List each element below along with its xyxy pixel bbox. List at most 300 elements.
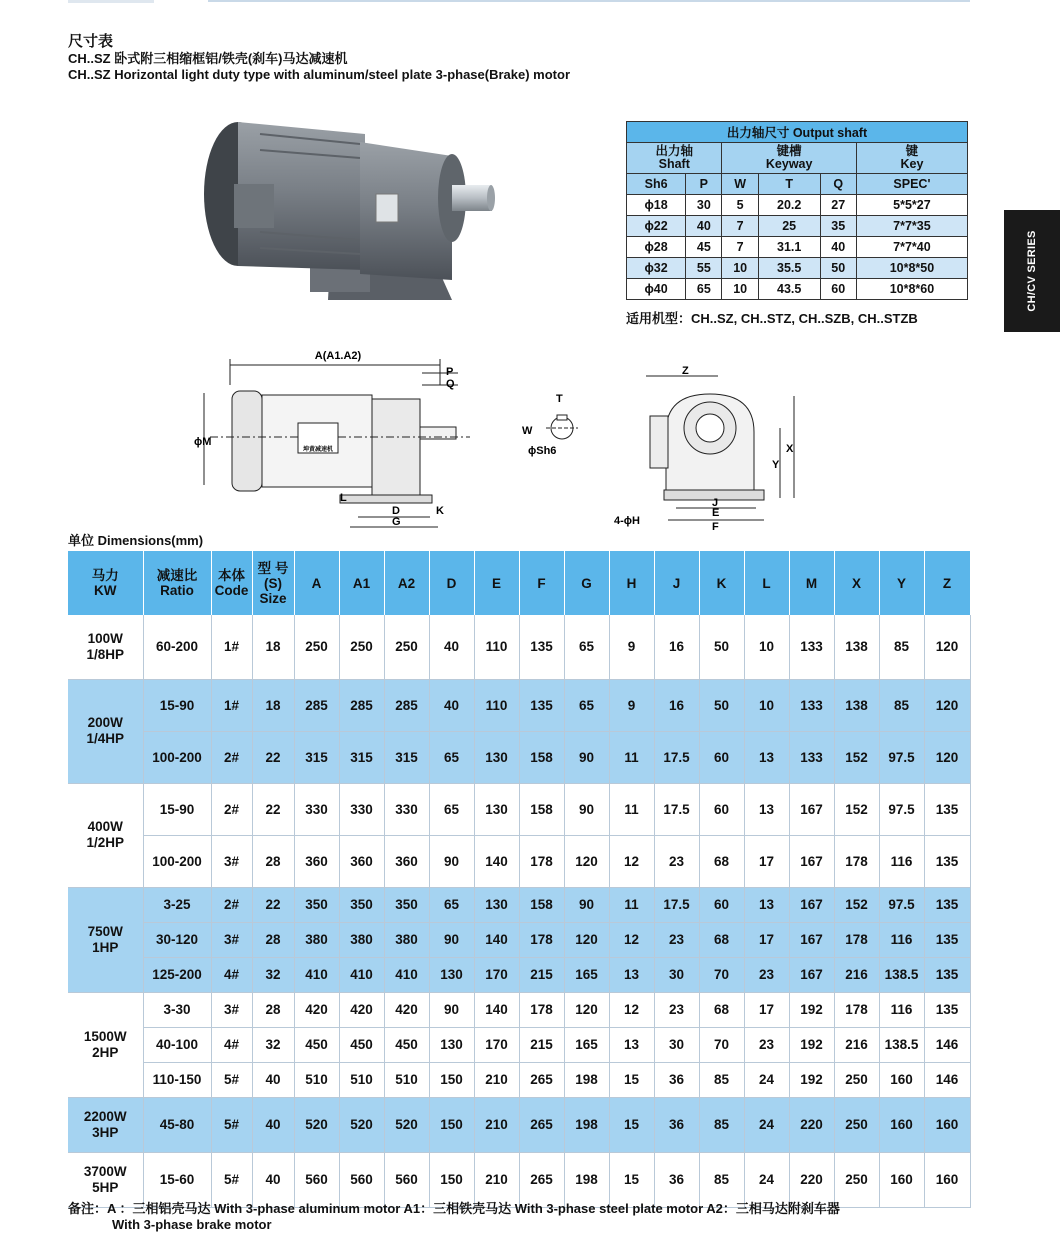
table-row xyxy=(68,957,970,992)
table-cell: 15-60 xyxy=(143,1152,211,1207)
logo-text: 坤黄减速机 xyxy=(302,447,334,453)
table-cell: 130 xyxy=(474,783,519,835)
shaft-row xyxy=(627,279,968,300)
table-cell: 16 xyxy=(654,679,699,731)
table-cell: 85 xyxy=(699,1097,744,1152)
table-cell: 9 xyxy=(609,679,654,731)
label-g: G xyxy=(392,516,401,528)
header-y: Y xyxy=(879,551,924,615)
table-cell: 68 xyxy=(699,992,744,1027)
table-cell: 135 xyxy=(519,679,564,731)
shaft-cell: 10 xyxy=(722,279,758,300)
table-cell: 510 xyxy=(384,1062,429,1097)
table-cell: 28 xyxy=(252,922,294,957)
table-cell: 450 xyxy=(384,1027,429,1062)
table-cell: 100-200 xyxy=(143,835,211,887)
table-row xyxy=(68,679,970,731)
label-a: A(A1.A2) xyxy=(314,350,362,362)
label-t: T xyxy=(556,393,563,405)
shaft-cell: 40 xyxy=(820,237,856,258)
table-cell: 178 xyxy=(519,992,564,1027)
table-cell: 23 xyxy=(654,835,699,887)
table-cell: 28 xyxy=(252,835,294,887)
table-cell: 158 xyxy=(519,887,564,922)
table-cell: 265 xyxy=(519,1097,564,1152)
table-cell: 150 xyxy=(429,1062,474,1097)
output-shaft-table xyxy=(626,121,968,300)
table-cell: 150 xyxy=(429,1152,474,1207)
table-cell: 160 xyxy=(879,1097,924,1152)
power-cell: 400W 1/2HP xyxy=(68,783,143,887)
table-cell: 85 xyxy=(699,1152,744,1207)
table-row xyxy=(68,835,970,887)
table-cell: 210 xyxy=(474,1062,519,1097)
footnote-line-2: With 3-phase brake motor xyxy=(112,1217,272,1232)
table-cell: 198 xyxy=(564,1097,609,1152)
table-cell: 85 xyxy=(879,679,924,731)
table-cell: 350 xyxy=(339,887,384,922)
table-cell: 410 xyxy=(339,957,384,992)
header-ratio: 减速比 Ratio xyxy=(143,551,211,615)
table-cell: 3-30 xyxy=(143,992,211,1027)
shaft-cell: 60 xyxy=(820,279,856,300)
table-cell: 23 xyxy=(744,957,789,992)
table-cell: 146 xyxy=(924,1027,970,1062)
table-cell: 140 xyxy=(474,835,519,887)
table-cell: 210 xyxy=(474,1152,519,1207)
shaft-cell: 35.5 xyxy=(758,258,820,279)
table-cell: 18 xyxy=(252,679,294,731)
header-a: A xyxy=(294,551,339,615)
label-x: X xyxy=(786,443,794,455)
table-row xyxy=(68,615,970,679)
table-cell: 170 xyxy=(474,957,519,992)
table-cell: 5# xyxy=(211,1097,252,1152)
col-spec: SPEC' xyxy=(856,174,967,195)
table-cell: 12 xyxy=(609,992,654,1027)
power-cell: 100W 1/8HP xyxy=(68,615,143,679)
table-row xyxy=(68,731,970,783)
table-cell: 40 xyxy=(252,1152,294,1207)
label-w: W xyxy=(522,425,533,437)
shaft-cell: 31.1 xyxy=(758,237,820,258)
table-cell: 90 xyxy=(564,731,609,783)
table-cell: 15-90 xyxy=(143,679,211,731)
table-cell: 192 xyxy=(789,992,834,1027)
table-cell: 125-200 xyxy=(143,957,211,992)
label-q: Q xyxy=(446,378,455,390)
shaft-row xyxy=(627,237,968,258)
table-cell: 178 xyxy=(834,835,879,887)
table-cell: 360 xyxy=(339,835,384,887)
shaft-cell: 5*5*27 xyxy=(856,195,967,216)
table-cell: 178 xyxy=(519,922,564,957)
table-cell: 28 xyxy=(252,992,294,1027)
table-cell: 220 xyxy=(789,1152,834,1207)
table-cell: 215 xyxy=(519,1027,564,1062)
unit-label: 单位 Dimensions(mm) xyxy=(68,533,204,548)
header-code: 本体 Code xyxy=(211,551,252,615)
shaft-cell: 20.2 xyxy=(758,195,820,216)
table-cell: 178 xyxy=(834,992,879,1027)
table-cell: 100-200 xyxy=(143,731,211,783)
label-h: 4-ϕH xyxy=(614,515,640,527)
table-cell: 13 xyxy=(609,957,654,992)
power-cell: 750W 1HP xyxy=(68,887,143,992)
table-cell: 90 xyxy=(429,992,474,1027)
label-p: P xyxy=(446,366,454,378)
table-row xyxy=(68,887,970,922)
shaft-cell: 50 xyxy=(820,258,856,279)
table-cell: 40 xyxy=(429,679,474,731)
shaft-cell: 35 xyxy=(820,216,856,237)
table-cell: 15-90 xyxy=(143,783,211,835)
group-keyway: 键槽 Keyway xyxy=(722,143,856,174)
table-cell: 65 xyxy=(429,887,474,922)
table-cell: 120 xyxy=(924,731,970,783)
table-cell: 30 xyxy=(654,957,699,992)
power-cell: 200W 1/4HP xyxy=(68,679,143,783)
shaft-cell: 65 xyxy=(686,279,722,300)
table-cell: 330 xyxy=(339,783,384,835)
shaft-cell: ϕ22 xyxy=(627,216,686,237)
table-cell: 158 xyxy=(519,731,564,783)
header-g: G xyxy=(564,551,609,615)
table-cell: 32 xyxy=(252,957,294,992)
table-cell: 380 xyxy=(384,922,429,957)
table-cell: 15 xyxy=(609,1097,654,1152)
table-cell: 152 xyxy=(834,783,879,835)
table-cell: 138.5 xyxy=(879,1027,924,1062)
table-row xyxy=(68,1062,970,1097)
shaft-cell: 7*7*40 xyxy=(856,237,967,258)
table-cell: 215 xyxy=(519,957,564,992)
table-cell: 410 xyxy=(384,957,429,992)
table-cell: 160 xyxy=(879,1152,924,1207)
shaft-cell: 7 xyxy=(722,237,758,258)
table-cell: 68 xyxy=(699,835,744,887)
shaft-cell: 7 xyxy=(722,216,758,237)
table-cell: 68 xyxy=(699,922,744,957)
shaft-cell: 10*8*60 xyxy=(856,279,967,300)
table-cell: 10 xyxy=(744,679,789,731)
shaft-cell: 40 xyxy=(686,216,722,237)
dimension-table xyxy=(68,551,971,1208)
table-cell: 36 xyxy=(654,1152,699,1207)
table-cell: 135 xyxy=(924,783,970,835)
table-cell: 70 xyxy=(699,1027,744,1062)
header-l: L xyxy=(744,551,789,615)
col-q: Q xyxy=(820,174,856,195)
label-z: Z xyxy=(682,365,689,377)
table-cell: 410 xyxy=(294,957,339,992)
header-z: Z xyxy=(924,551,970,615)
table-cell: 330 xyxy=(294,783,339,835)
label-k: K xyxy=(436,505,444,517)
table-cell: 85 xyxy=(879,615,924,679)
table-cell: 65 xyxy=(564,615,609,679)
table-cell: 15 xyxy=(609,1152,654,1207)
table-row xyxy=(68,1027,970,1062)
table-cell: 12 xyxy=(609,835,654,887)
shaft-row xyxy=(627,195,968,216)
table-cell: 90 xyxy=(429,835,474,887)
label-m: ϕM xyxy=(194,436,212,448)
table-cell: 5# xyxy=(211,1152,252,1207)
table-cell: 167 xyxy=(789,922,834,957)
page-title: 尺寸表 xyxy=(68,33,114,50)
table-cell: 250 xyxy=(834,1097,879,1152)
col-t: T xyxy=(758,174,820,195)
table-cell: 380 xyxy=(339,922,384,957)
table-cell: 17 xyxy=(744,922,789,957)
table-cell: 70 xyxy=(699,957,744,992)
shaft-row xyxy=(627,216,968,237)
table-cell: 178 xyxy=(834,922,879,957)
table-cell: 3# xyxy=(211,835,252,887)
table-cell: 450 xyxy=(294,1027,339,1062)
table-cell: 22 xyxy=(252,887,294,922)
header-size: 型 号 (S) Size xyxy=(252,551,294,615)
table-cell: 65 xyxy=(429,783,474,835)
table-cell: 30-120 xyxy=(143,922,211,957)
shaft-cell: 10 xyxy=(722,258,758,279)
table-cell: 13 xyxy=(744,887,789,922)
table-cell: 220 xyxy=(789,1097,834,1152)
table-cell: 23 xyxy=(654,992,699,1027)
table-cell: 560 xyxy=(339,1152,384,1207)
table-cell: 13 xyxy=(744,783,789,835)
table-cell: 140 xyxy=(474,992,519,1027)
table-cell: 167 xyxy=(789,957,834,992)
power-cell: 1500W 2HP xyxy=(68,992,143,1097)
table-cell: 138.5 xyxy=(879,957,924,992)
table-cell: 5# xyxy=(211,1062,252,1097)
table-cell: 97.5 xyxy=(879,731,924,783)
group-key: 键 Key xyxy=(856,143,967,174)
table-cell: 3# xyxy=(211,992,252,1027)
table-cell: 32 xyxy=(252,1027,294,1062)
table-cell: 116 xyxy=(879,992,924,1027)
table-cell: 50 xyxy=(699,679,744,731)
table-cell: 133 xyxy=(789,615,834,679)
table-cell: 152 xyxy=(834,731,879,783)
table-cell: 135 xyxy=(924,922,970,957)
table-cell: 160 xyxy=(924,1152,970,1207)
table-row xyxy=(68,922,970,957)
footnotes xyxy=(68,1201,840,1233)
table-cell: 1# xyxy=(211,615,252,679)
table-cell: 135 xyxy=(924,957,970,992)
table-cell: 110-150 xyxy=(143,1062,211,1097)
table-cell: 36 xyxy=(654,1097,699,1152)
table-cell: 2# xyxy=(211,731,252,783)
col-p: P xyxy=(686,174,722,195)
table-cell: 36 xyxy=(654,1062,699,1097)
label-d: D xyxy=(392,505,400,517)
table-cell: 420 xyxy=(339,992,384,1027)
table-cell: 285 xyxy=(339,679,384,731)
table-cell: 360 xyxy=(294,835,339,887)
table-cell: 170 xyxy=(474,1027,519,1062)
table-cell: 265 xyxy=(519,1062,564,1097)
shaft-cell: 43.5 xyxy=(758,279,820,300)
header-h: H xyxy=(609,551,654,615)
table-cell: 265 xyxy=(519,1152,564,1207)
shaft-cell: 5 xyxy=(722,195,758,216)
table-cell: 60 xyxy=(699,887,744,922)
table-cell: 24 xyxy=(744,1097,789,1152)
table-cell: 520 xyxy=(384,1097,429,1152)
table-cell: 216 xyxy=(834,957,879,992)
table-cell: 65 xyxy=(564,679,609,731)
table-cell: 135 xyxy=(519,615,564,679)
table-cell: 133 xyxy=(789,731,834,783)
table-cell: 13 xyxy=(744,731,789,783)
table-cell: 315 xyxy=(294,731,339,783)
table-cell: 90 xyxy=(564,887,609,922)
table-cell: 158 xyxy=(519,783,564,835)
subtitle-cn: CH..SZ 卧式附三相缩框铝/铁壳(刹车)马达减速机 xyxy=(68,51,348,66)
table-cell: 133 xyxy=(789,679,834,731)
table-row xyxy=(68,783,970,835)
top-rule xyxy=(208,0,970,2)
table-cell: 165 xyxy=(564,1027,609,1062)
table-cell: 216 xyxy=(834,1027,879,1062)
table-cell: 420 xyxy=(294,992,339,1027)
table-cell: 15 xyxy=(609,1062,654,1097)
table-cell: 24 xyxy=(744,1152,789,1207)
shaft-cell: 27 xyxy=(820,195,856,216)
table-cell: 192 xyxy=(789,1027,834,1062)
table-cell: 1# xyxy=(211,679,252,731)
table-cell: 138 xyxy=(834,679,879,731)
table-cell: 90 xyxy=(564,783,609,835)
table-cell: 285 xyxy=(294,679,339,731)
table-cell: 510 xyxy=(339,1062,384,1097)
table-cell: 110 xyxy=(474,615,519,679)
header-j: J xyxy=(654,551,699,615)
table-cell: 22 xyxy=(252,731,294,783)
table-cell: 250 xyxy=(339,615,384,679)
table-cell: 97.5 xyxy=(879,887,924,922)
table-cell: 380 xyxy=(294,922,339,957)
shaft-cell: 7*7*35 xyxy=(856,216,967,237)
table-cell: 135 xyxy=(924,835,970,887)
table-cell: 17.5 xyxy=(654,783,699,835)
table-cell: 420 xyxy=(384,992,429,1027)
table-cell: 360 xyxy=(384,835,429,887)
table-cell: 152 xyxy=(834,887,879,922)
table-cell: 22 xyxy=(252,783,294,835)
table-cell: 135 xyxy=(924,887,970,922)
table-cell: 120 xyxy=(924,615,970,679)
shaft-cell: ϕ28 xyxy=(627,237,686,258)
table-cell: 450 xyxy=(339,1027,384,1062)
label-j: J xyxy=(712,497,719,509)
table-cell: 85 xyxy=(699,1062,744,1097)
table-cell: 135 xyxy=(924,992,970,1027)
header-f: F xyxy=(519,551,564,615)
table-cell: 350 xyxy=(294,887,339,922)
table-cell: 198 xyxy=(564,1152,609,1207)
shaft-cell: 30 xyxy=(686,195,722,216)
shaft-row xyxy=(627,258,968,279)
side-view-drawing xyxy=(190,345,480,535)
table-cell: 198 xyxy=(564,1062,609,1097)
output-shaft-title: 出力轴尺寸 Output shaft xyxy=(627,122,968,143)
col-sh6: Sh6 xyxy=(627,174,686,195)
table-cell: 120 xyxy=(564,922,609,957)
table-cell: 130 xyxy=(429,1027,474,1062)
table-cell: 285 xyxy=(384,679,429,731)
header-k: K xyxy=(699,551,744,615)
shaft-cell: ϕ32 xyxy=(627,258,686,279)
table-cell: 520 xyxy=(339,1097,384,1152)
label-e: E xyxy=(712,507,720,519)
power-cell: 3700W 5HP xyxy=(68,1152,143,1207)
subtitle-en: CH..SZ Horizontal light duty type with aluminum/steel plate 3-phase(Brake) motor xyxy=(68,67,571,82)
shaft-cell: ϕ18 xyxy=(627,195,686,216)
header-m: M xyxy=(789,551,834,615)
table-cell: 130 xyxy=(474,887,519,922)
shaft-cell: 55 xyxy=(686,258,722,279)
table-cell: 2# xyxy=(211,887,252,922)
table-cell: 510 xyxy=(294,1062,339,1097)
table-cell: 12 xyxy=(609,922,654,957)
table-cell: 3# xyxy=(211,922,252,957)
table-cell: 97.5 xyxy=(879,783,924,835)
table-cell: 50 xyxy=(699,615,744,679)
table-cell: 110 xyxy=(474,679,519,731)
table-row xyxy=(68,1152,970,1207)
table-cell: 560 xyxy=(294,1152,339,1207)
table-row xyxy=(68,1097,970,1152)
gear-motor-photo xyxy=(190,112,500,308)
shaft-section-drawing xyxy=(518,390,580,462)
table-cell: 120 xyxy=(564,992,609,1027)
table-cell: 40 xyxy=(252,1097,294,1152)
table-cell: 65 xyxy=(429,731,474,783)
table-cell: 11 xyxy=(609,887,654,922)
top-decoration xyxy=(68,0,154,3)
table-cell: 13 xyxy=(609,1027,654,1062)
footnote-line-1: 备注：A ：三相铝壳马达 With 3-phase aluminum motor A1：三相铁壳马达 With 3-phase steel plate motor A2：三相马达附刹车器 xyxy=(68,1201,840,1216)
table-cell: 11 xyxy=(609,731,654,783)
table-cell: 315 xyxy=(339,731,384,783)
shaft-cell: ϕ40 xyxy=(627,279,686,300)
shaft-cell: 10*8*50 xyxy=(856,258,967,279)
table-cell: 9 xyxy=(609,615,654,679)
table-cell: 178 xyxy=(519,835,564,887)
table-cell: 250 xyxy=(834,1152,879,1207)
header-d: D xyxy=(429,551,474,615)
table-cell: 250 xyxy=(294,615,339,679)
header-power: 马力 KW xyxy=(68,551,143,615)
table-cell: 520 xyxy=(294,1097,339,1152)
table-cell: 40 xyxy=(429,615,474,679)
table-cell: 30 xyxy=(654,1027,699,1062)
table-cell: 560 xyxy=(384,1152,429,1207)
table-cell: 167 xyxy=(789,835,834,887)
header-x: X xyxy=(834,551,879,615)
table-cell: 17.5 xyxy=(654,731,699,783)
table-cell: 210 xyxy=(474,1097,519,1152)
table-cell: 18 xyxy=(252,615,294,679)
header-a1: A1 xyxy=(339,551,384,615)
table-cell: 116 xyxy=(879,835,924,887)
header-a2: A2 xyxy=(384,551,429,615)
